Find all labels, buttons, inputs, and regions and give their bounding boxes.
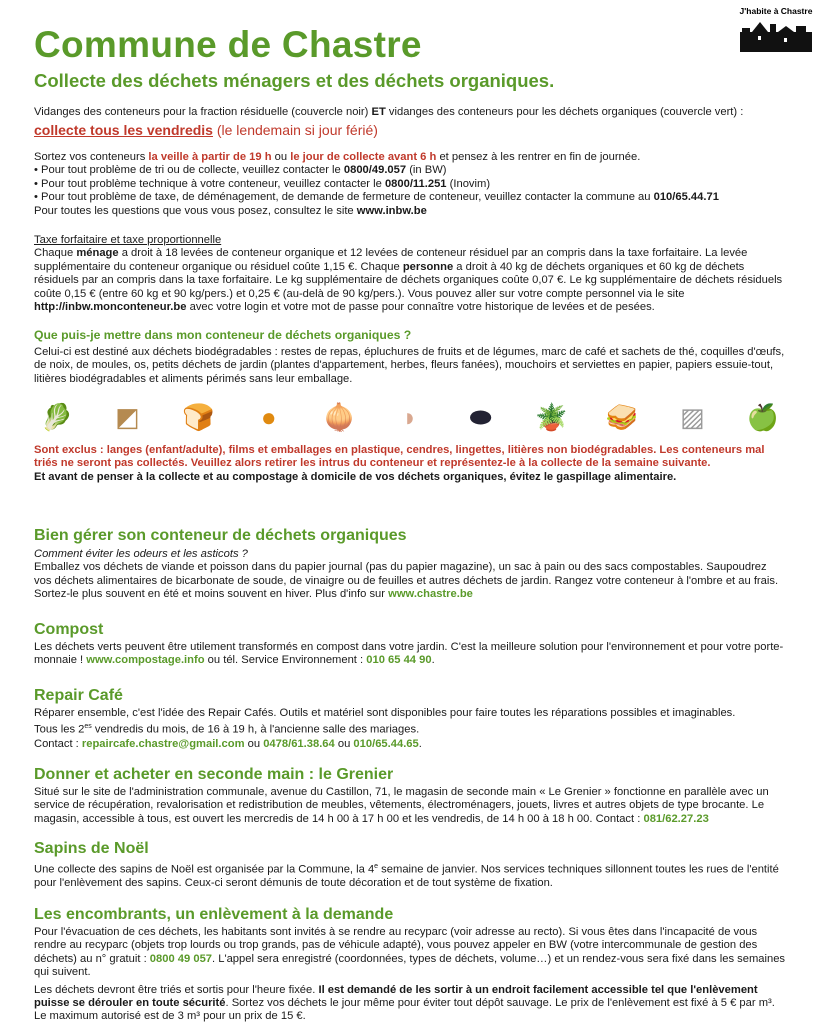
collect-note: (le lendemain si jour férié) <box>212 122 378 139</box>
manage-paragraph: Emballez vos déchets de viande et poisson dans du papier journal (pas du papier magazine), un sac à pain ou des sacs compostables. Saupoudrez vos déchets alimentaires de bicarbonate de soude, de vinaigre ou de feuilles et autres déchets de jardin. Rangez votre conteneur à l'ombre et au frais. Sortez-le plus souvent en été et moins souvent en hiver. Plus d'info sur www.chastre.be <box>34 561 779 601</box>
plant-icon: 🪴 <box>534 402 568 432</box>
link-monconteneur[interactable]: http://inbw.monconteneur.be <box>34 301 187 314</box>
organic-heading: Que puis-je mettre dans mon conteneur de déchets organiques ? <box>34 328 412 342</box>
mussel-icon: ⬬ <box>469 402 492 432</box>
repair-line: Tous les $2^{es}$ vendredis du mois, de 16 à 19 h, à l'ancienne salle des mariages. <box>34 723 420 737</box>
bread-icon: 🍞 <box>182 402 215 432</box>
grenier-paragraph: Situé sur le site de l'administration communale, avenue du Castillon, 71, le magasin de seconde main « Le Grenier » fonctionne en parallèle avec un service de récupération, revalorisation et redistribution de meubles, vêtements, électroménagers, jouets, livres et autres objets de type brocante. Le magasin, accessible à tous, est ouvert les mercredis de 14 h 00 à 17 h 00 et les vendredis, de 14 h 00 à 18 h 00. Contact : 081/62.27.23 <box>34 786 769 825</box>
tea-bag-icon: ◩ <box>115 402 140 432</box>
sapins-heading: Sapins de Noël <box>34 840 149 857</box>
phone-sorting[interactable]: 0800/49.057 <box>343 164 407 177</box>
intro-block <box>34 106 786 139</box>
sandwich-icon: 🥪 <box>605 402 638 432</box>
repair-contact: Contact : repaircafe.chastre@gmail.com ou 0478/61.38.64 ou 010/65.44.65. <box>34 737 422 750</box>
collect-day: collecte tous les vendredis <box>34 122 213 139</box>
tax-heading: Taxe forfaitaire et taxe proportionnelle <box>34 234 222 246</box>
excluded-warning: Sont exclus : langes (enfant/adulte), films et emballages en plastique, cendres, lingettes, litières non biodégradables. Les conteneurs mal triés ne seront pas collectés. Veuillez alors retirer les intrus du conteneur et représentez-le à la collecte de la semaine suivante. <box>34 444 765 470</box>
manage-heading: Bien gérer son conteneur de déchets organiques <box>34 527 407 544</box>
apple-core-icon: 🍏 <box>746 402 780 432</box>
phone-technical[interactable]: 0800/11.251 <box>384 177 447 190</box>
organic-paragraph: Celui-ci est destiné aux déchets biodégradables : restes de repas, épluchures de fruits et de légumes, marc de café et sachets de thé, coquilles d'œufs, de noix, de moules, os, petits déchets de jardin (plantes d'appartement, herbes, fleurs fanées), mouchoirs et serviettes en papier, papiers essuie-tout, litières biodégradables et aliments périmés sans leur emballage. <box>34 346 785 385</box>
compost-heading: Compost <box>34 621 104 638</box>
link-inbw[interactable]: www.inbw.be <box>356 204 427 217</box>
page-title: Commune de Chastre <box>34 24 422 65</box>
manage-block <box>34 526 786 602</box>
instruction-line: • Pour tout problème de tri ou de collecte, veuillez contacter le 0800/49.057 (in BW) <box>34 164 447 177</box>
lettuce-icon: 🥬 <box>40 402 74 432</box>
repair-line: Réparer ensemble, c'est l'idée des Repair Cafés. Outils et matériel sont disponibles pour faire toutes les réparations possibles et imaginables. <box>34 707 736 719</box>
grenier-phone[interactable]: 081/62.27.23 <box>643 812 709 825</box>
instruction-line: • Pour tout problème de taxe, de déménagement, de demande de fermeture de conteneur, veuillez contacter la commune au 010/65.44.71 <box>34 191 719 204</box>
instruction-line: • Pour tout problème technique à votre conteneur, veuillez contacter le 0800/11.251 (Inovim) <box>34 177 491 190</box>
collect-line <box>34 122 786 139</box>
encombrants-block <box>34 905 786 1024</box>
instruction-line: Sortez vos conteneurs la veille à partir de 19 h ou le jour de collecte avant 6 h et pensez à les rentrer en fin de journée. <box>34 151 641 163</box>
encombrants-paragraph: Pour l'évacuation de ces déchets, les habitants sont invités à se rendre au recyparc (voir adresse au recto). Si vous êtes dans l'incapacité de vous rendre au recyparc (objets trop lourds ou trop grands, pas de véhicule adapté), vous pouvez appeler en BW (votre intercommunale de gestion des déchets) au n° gratuit : 0800 49 057. L'appel sera enregistré (coordonnées, types de déchets, volume…) et un rendez-vous sera fixé dans les semaines qui suivent. <box>34 926 786 979</box>
tissue-icon: ▨ <box>680 402 705 432</box>
skyline-logo-icon <box>740 20 812 52</box>
compost-block <box>34 620 786 668</box>
logo <box>738 6 814 52</box>
tax-block <box>34 234 786 314</box>
encombrants-heading: Les encombrants, un enlèvement à la demande <box>34 906 394 923</box>
repair-phone-2[interactable]: 010/65.44.65 <box>353 737 419 750</box>
link-compostage[interactable]: www.compostage.info <box>86 654 205 667</box>
intro-text: Vidanges des conteneurs pour la fraction résiduelle (couvercle noir) <box>34 106 372 118</box>
tax-paragraph: Chaque ménage a droit à 18 levées de conteneur organique et 12 levées de conteneur résiduel par an compris dans la taxe forfaitaire. La levée supplémentaire du conteneur organique ou résiduel coûte 1,15 €. Chaque personne a droit à 40 kg de déchets organiques et 60 kg de déchets résiduels par an compris dans la taxe forfaitaire. Le kg supplémentaire de déchets organiques coûte 0,07 €. Le kg supplémentaire de déchets résiduels coûte 0,15 € (entre 60 kg et 90 kg/pers.) et 0,25 € (au-delà de 90 kg/pers.). Vous pouvez aller sur votre compte personnel via le site http://inbw.monconteneur.be avec votre login et votre mot de passe pour connaître votre historique de levées et de pesées. <box>34 247 783 314</box>
manage-subheading: Comment éviter les odeurs et les asticots ? <box>34 548 248 560</box>
phone-commune[interactable]: 010/65.44.71 <box>653 191 719 204</box>
organic-icons-row <box>34 394 786 440</box>
repair-phone-1[interactable]: 0478/61.38.64 <box>263 737 335 750</box>
repair-email-link[interactable]: repaircafe.chastre@gmail.com <box>81 737 245 750</box>
onion-icon: 🧅 <box>323 402 356 432</box>
instructions-block <box>34 151 786 218</box>
grenier-block <box>34 765 786 826</box>
orange-peel-icon: ● <box>260 402 277 432</box>
encombrants-phone[interactable]: 0800 49 057 <box>149 952 213 965</box>
encombrants-paragraph-2: Les déchets devront être triés et sortis pour l'heure fixée. Il est demandé de les sortir à un endroit facilement accessible tel que l'enlèvement puisse se dérouler en toute sécurité. Sortez vos déchets le jour même pour éviter tout dépôt sauvage. Le prix de l'enlèvement est fixé à 5 € par m³. Le maximum autorisé est de 3 m³ pour un prix de 15 €. <box>34 983 775 1023</box>
excluded-waste-note: Et avant de penser à la collecte et au compostage à domicile de vos déchets organiques, évitez le gaspillage alimentaire. <box>34 470 677 483</box>
grenier-heading: Donner et acheter en seconde main : le Grenier <box>34 766 394 783</box>
eggshell-icon: ◗ <box>402 402 418 432</box>
intro-line <box>34 106 786 119</box>
logo-text: J'habite à Chastre <box>739 6 813 16</box>
link-chastre[interactable]: www.chastre.be <box>388 588 473 601</box>
excluded-block <box>34 444 786 484</box>
intro-and: ET <box>371 106 386 118</box>
organic-block <box>34 328 786 386</box>
sapins-paragraph: Une collecte des sapins de Noël est organisée par la Commune, la 4e semaine de janvier. Nos services techniques sillonnent toutes les rues de l'entité pour l'enlèvement des sapins. Ceux-ci seront démunis de toute décoration et de tout système de fixation. <box>34 863 779 890</box>
page-subtitle: Collecte des déchets ménagers et des déchets organiques. <box>34 70 555 91</box>
intro-text-end: vidanges des conteneurs pour les déchets organiques (couvercle vert) : <box>385 106 744 118</box>
compost-paragraph: Les déchets verts peuvent être utilement transformés en compost dans votre jardin. C'est la meilleure solution pour l'environnement et pour votre porte-monnaie ! www.compostage.info ou tél. Service Environnement : 010 65 44 90. <box>34 641 784 667</box>
sapins-block <box>34 839 786 891</box>
repair-block <box>34 686 786 751</box>
phone-environment[interactable]: 010 65 44 90 <box>366 654 432 667</box>
repair-heading: Repair Café <box>34 687 123 704</box>
instruction-line: Pour toutes les questions que vous vous posez, consultez le site www.inbw.be <box>34 204 427 217</box>
